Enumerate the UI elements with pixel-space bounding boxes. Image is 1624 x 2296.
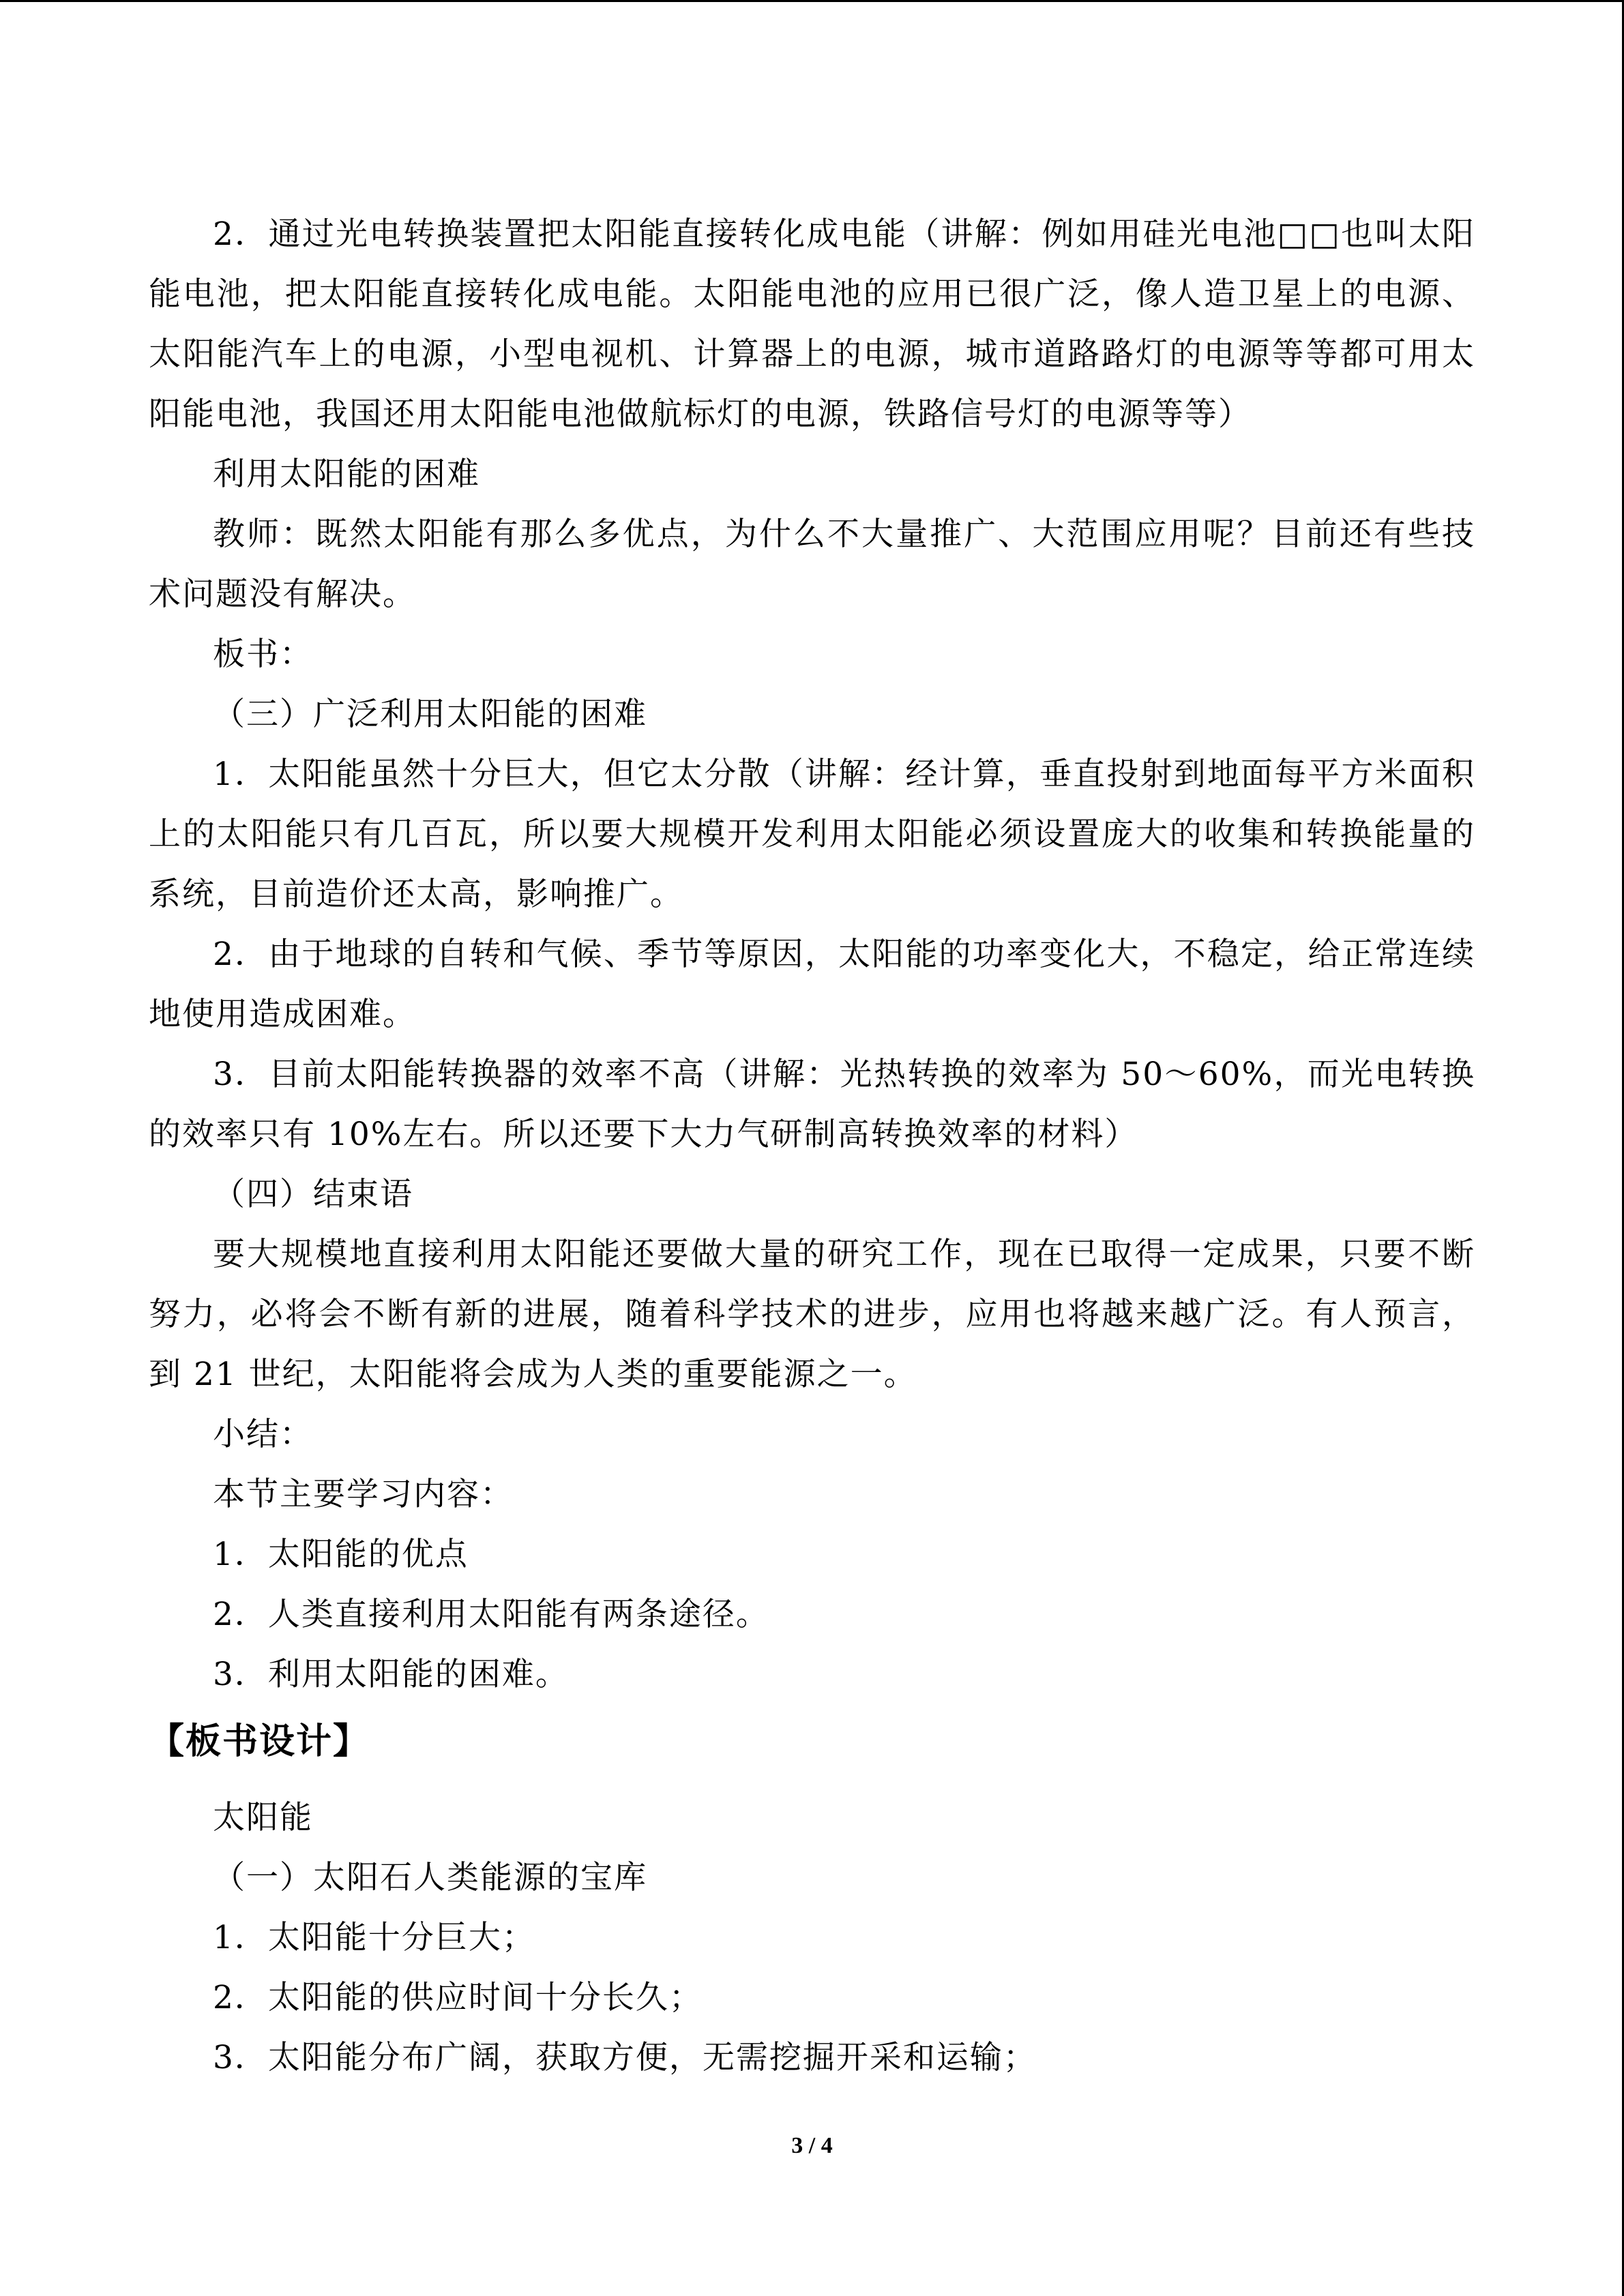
paragraph-summary-intro: 本节主要学习内容： <box>213 1476 514 1513</box>
document-body <box>149 205 1475 2088</box>
board-item-2: 2．太阳能的供应时间十分长久； <box>213 1979 703 2016</box>
paragraph-summary-2: 2．人类直接利用太阳能有两条途径。 <box>213 1596 769 1633</box>
paragraph-summary-label: 小结： <box>213 1416 313 1453</box>
board-item-3: 3．太阳能分布广阔，获取方便，无需挖掘开采和运输； <box>213 2039 1037 2076</box>
page-border-top <box>0 0 1624 2</box>
paragraph-difficulty-title: 利用太阳能的困难 <box>213 456 480 493</box>
paragraph-teacher: 教师：既然太阳能有那么多优点，为什么不大量推广、大范围应用呢？目前还有些技术问题没有解决。 <box>149 516 1475 613</box>
paragraph-section-four: （四）结束语 <box>213 1176 413 1213</box>
paragraph-conclusion: 要大规模地直接利用太阳能还要做大量的研究工作，现在已取得一定成果，只要不断努力，必将会不断有新的进展，随着科学技术的进步，应用也将越来越广泛。有人预言，到 21 世纪，太阳能将会成为人类的重要能源之一。 <box>149 1236 1475 1393</box>
paragraph-difficulty-1: 1．太阳能虽然十分巨大，但它太分散（讲解：经计算，垂直投射到地面每平方米面积上的太阳能只有几百瓦，所以要大规模开发利用太阳能必须设置庞大的收集和转换能量的系统，目前造价还太高，影响推广。 <box>149 756 1475 913</box>
paragraph-summary-1: 1．太阳能的优点 <box>213 1536 469 1573</box>
board-section-one: （一）太阳石人类能源的宝库 <box>213 1859 647 1896</box>
paragraph-section-three: （三）广泛利用太阳能的困难 <box>213 696 647 733</box>
paragraph-summary-3: 3．利用太阳能的困难。 <box>213 1656 569 1693</box>
section-heading-board-design: 【板书设计】 <box>149 1721 370 1762</box>
paragraph-board-label: 板书： <box>213 636 313 673</box>
board-item-1: 1．太阳能十分巨大； <box>213 1919 535 1956</box>
board-title: 太阳能 <box>213 1799 313 1836</box>
paragraph-difficulty-2: 2．由于地球的自转和气候、季节等原因，太阳能的功率变化大，不稳定，给正常连续地使用造成困难。 <box>149 936 1475 1033</box>
paragraph-difficulty-3: 3．目前太阳能转换器的效率不高（讲解：光热转换的效率为 50～60%，而光电转换的效率只有 10%左右。所以还要下大力气研制高转换效率的材料） <box>149 1056 1475 1153</box>
paragraph-photoelectric: 2．通过光电转换装置把太阳能直接转化成电能（讲解：例如用硅光电池□□也叫太阳能电池，把太阳能直接转化成电能。太阳能电池的应用已很广泛，像人造卫星上的电源、太阳能汽车上的电源，小型电视机、计算器上的电源，城市道路路灯的电源等等都可用太阳能电池，我国还用太阳能电池做航标灯的电源，铁路信号灯的电源等等） <box>149 215 1475 433</box>
page-number: 3 / 4 <box>791 2133 833 2158</box>
